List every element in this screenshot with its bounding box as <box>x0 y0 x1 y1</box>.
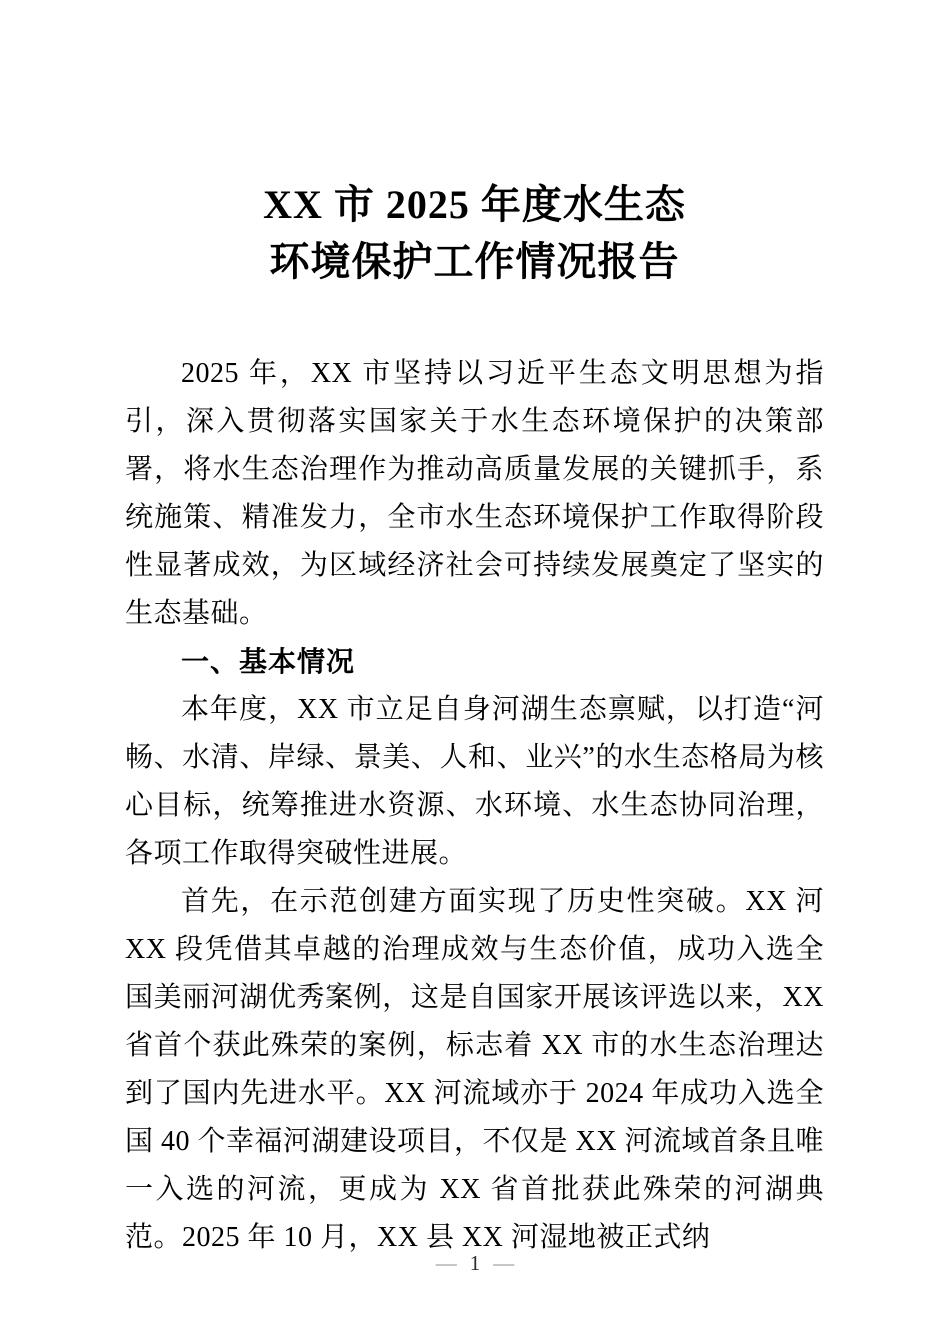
paragraph-achievements: 首先，在示范创建方面实现了历史性突破。XX 河 XX 段凭借其卓越的治理成效与生态价值，成功入选全国美丽河湖优秀案例，这是自国家开展该评选以来，XX 省首个获此殊荣的案例，标志着 XX 市的水生态治理达到了国内先进水平。XX 河流域亦于 2024 年成功入选全国 40 个幸福河湖建设项目，不仅是 XX 河流域首条且唯一入选的河流，更成为 XX 省首批获此殊荣的河湖典范。2025 年 10 月，XX 县 XX 河湿地被正式纳 <box>125 886 824 1253</box>
page-title: XX 市 2025 年度水生态环境保护工作情况报告 <box>263 182 686 284</box>
paragraph-intro: 2025 年，XX 市坚持以习近平生态文明思想为指引，深入贯彻落实国家关于水生态环境保护的决策部署，将水生态治理作为推动高质量发展的关键抓手，系统施策、精准发力，全市水生态环境保护工作取得阶段性显著成效，为区域经济社会可持续发展奠定了坚实的生态基础。 <box>125 358 824 629</box>
page-footer <box>0 1253 950 1274</box>
footer-dash-right: — <box>493 1251 515 1275</box>
section-heading-basic-situation: 一、基本情况 <box>181 646 356 677</box>
paragraph-overview: 本年度，XX 市立足自身河湖生态禀赋，以打造“河畅、水清、岸绿、景美、人和、业兴”的水生态格局为核心目标，统筹推进水资源、水环境、水生态协同治理，各项工作取得突破性进展。 <box>125 694 824 869</box>
footer-dash-left: — <box>435 1251 457 1275</box>
page-number: 1 <box>469 1251 481 1275</box>
